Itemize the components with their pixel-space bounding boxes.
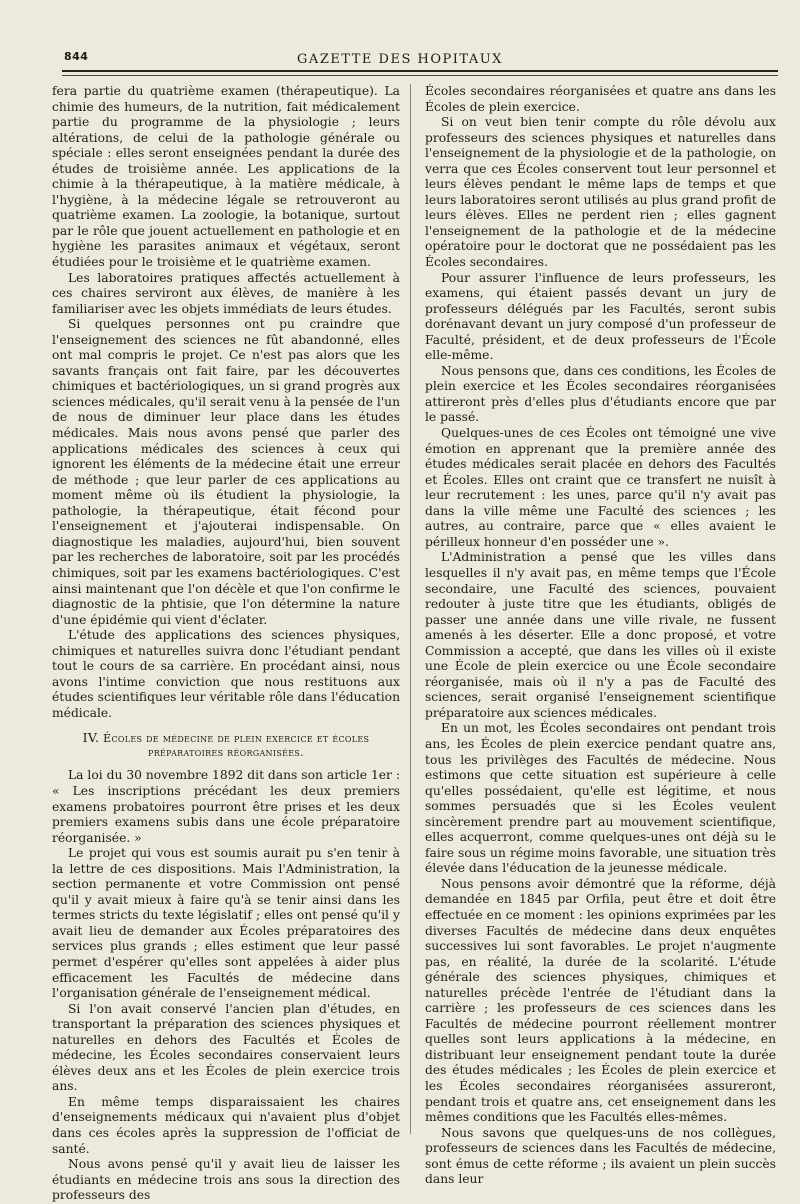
paragraph: Nous pensons avoir démontré que la réforme, déjà demandée en 1845 par Orfila, peut être et doit être effectuée en ce moment : les opinions exprimées par les diverses Facultés de médecine dans deux enquêtes successives lui sont favorables. Le projet n'augmente pas, en réalité, la durée de la scolarité. L'étude générale des sciences physiques, chimiques et naturelles précède l'entrée de l'étudiant dans la carrière ; les professeurs de ces sciences dans les Facultés de médecine pourront réellement montrer quelles sont leurs applications à la médecine, en distribuant leur enseignement pendant toute la durée des études médicales ; les Écoles de plein exercice et les Écoles secondaires réorganisées assureront, pendant trois et quatre ans, cet enseignement dans les mêmes conditions que les Facultés elles-mêmes. <box>425 876 776 1125</box>
paragraph: Si quelques personnes ont pu craindre que l'enseignement des sciences ne fût abandonné, elles ont mal compris le projet. Ce n'est pas alors que les savants français ont fait faire, par les découvertes chimiques et bactériologiques, un si grand progrès aux sciences médicales, qu'il serait venu à la pensée de l'un de nous de diminuer leur place dans les études médicales. Mais nous avons pensé que parler des applications médicales des sciences à ceux qui ignorent les éléments de la médecine était une erreur de méthode ; que leur parler de ces applications au moment même où ils étudient la physiologie, la pathologie, la thérapeutique, était fécond pour l'enseignement et j'ajouterai indispensable. On diagnostique les maladies, aujourd'hui, bien souvent par les recherches de laboratoire, soit par les procédés chimiques, soit par les examens bactériologiques. C'est ainsi maintenant que l'on décèle et que l'on confirme le diagnostic de la phtisie, que l'on détermine la nature d'une épidémie qui vient d'éclater. <box>52 317 400 627</box>
column-divider <box>410 84 411 1134</box>
paragraph: L'étude des applications des sciences physiques, chimiques et naturelles suivra donc l'étudiant pendant tout le cours de sa carrière. En procédant ainsi, nous avons l'intime conviction que nous restituons aux études scientifiques leur véritable rôle dans l'éducation médicale. <box>52 628 400 720</box>
paragraph: Nous pensons que, dans ces conditions, les Écoles de plein exercice et les Écoles secondaires réorganisées attireront près d'elles plus d'étudiants encore que par le passé. <box>425 363 776 425</box>
section-title-line2: préparatoires réorganisées. <box>148 746 304 760</box>
paragraph: Si on veut bien tenir compte du rôle dévolu aux professeurs des sciences physiques et naturelles dans l'enseignement de la physiologie et de la pathologie, on verra que ces Écoles conservent tout leur personnel et leurs élèves pendant le même laps de temps et que leurs laboratoires seront utilisés au plus grand profit de leurs élèves. Elles ne perdent rien ; elles gagnent l'enseignement de la pathologie et de la médecine opératoire pour le doctorat que ne possédaient pas les Écoles secondaires. <box>425 115 776 270</box>
paragraph: Les laboratoires pratiques affectés actuellement à ces chaires serviront aux élèves, de manière à les familiariser avec les objets immédiats de leurs études. <box>52 270 400 316</box>
paragraph: Le projet qui vous est soumis aurait pu s'en tenir à la lettre de ces dispositions. Mais l'Administration, la section permanente et votre Commission ont pensé qu'il y avait mieux à faire qu'à se tenir ainsi dans les termes stricts du texte législatif ; elles ont pensé qu'il y avait lieu de demander aux Écoles préparatoires des services plus grands ; elles estiment que leur passé permet d'espérer qu'elles sont appelées à aider plus efficacement les Facultés de médecine dans l'organisation générale de l'enseignement médical. <box>52 846 400 1001</box>
paragraph: Si l'on avait conservé l'ancien plan d'études, en transportant la préparation des sciences physiques et naturelles en dehors des Facultés et Écoles de médecine, les Écoles secondaires conservaient leurs élèves deux ans et les Écoles de plein exercice trois ans. <box>52 1001 400 1094</box>
paragraph: En un mot, les Écoles secondaires ont pendant trois ans, les Écoles de plein exercice pendant quatre ans, tous les privilèges des Facultés de médecine. Nous estimons que cette situation est supérieure à celle qu'elles possédaient, qu'elle est légitime, et nous sommes persuadés que si les Écoles veulent sincèrement prendre part au mouvement scientifique, elles acquerront, comme quelques-unes ont déjà su le faire sous un régime moins favorable, une situation très élevée dans l'éducation de la jeunesse médicale. <box>425 721 776 876</box>
paragraph: Écoles secondaires réorganisées et quatre ans dans les Écoles de plein exercice. <box>425 84 776 114</box>
paragraph: Nous avons pensé qu'il y avait lieu de laisser les étudiants en médecine trois ans sous la direction des professeurs des <box>52 1157 400 1203</box>
page-number: 844 <box>64 50 89 63</box>
paragraph: Nous savons que quelques-uns de nos collègues, professeurs de sciences dans les Facultés de médecine, sont émus de cette réforme ; ils avaient un plein succès dans leur <box>425 1125 776 1187</box>
section-numeral: IV. <box>82 730 100 746</box>
running-title: GAZETTE DES HOPITAUX <box>297 52 503 67</box>
paragraph: Quelques-unes de ces Écoles ont témoigné une vive émotion en apprenant que la première année des études médicales serait placée en dehors des Facultés et Écoles. Elles ont craint que ce transfert ne nuisît à leur recrutement : les unes, parce qu'il n'y avait pas dans la ville même une Faculté des sciences ; les autres, au contraire, parce que « elles avaient le périlleux honneur d'en posséder une ». <box>425 426 776 549</box>
paragraph: L'Administration a pensé que les villes dans lesquelles il n'y avait pas, en même temps que l'École secondaire, une Faculté des sciences, pouvaient redouter à juste titre que les étudiants, obligés de passer une année dans une ville rivale, ne fussent amenés à les déserter. Elle a donc proposé, et votre Commission a accepté, que dans les villes où il existe une École de plein exercice ou une École secondaire réorganisée, mais où il n'y a pas de Faculté des sciences, serait organisé l'enseignement scientifique préparatoire aux sciences médicales. <box>425 550 776 720</box>
section-title-line1: Écoles de médecine de plein exercice et écoles <box>103 732 370 746</box>
header-rule-thin <box>62 75 778 76</box>
paragraph: fera partie du quatrième examen (thérapeutique). La chimie des humeurs, de la nutrition, fait médicalement partie du programme de la physiologie ; leurs altérations, de celui de la pathologie générale ou spéciale : elles seront enseignées pendant la durée des études de troisième année. Les applications de la chimie à la thérapeutique, à la matière médicale, à l'hygiène, à la médecine légale se retrouveront au quatrième examen. La zoologie, la botanique, surtout par le rôle que jouent actuellement en pathologie et en hygiène les parasites animaux et végétaux, seront étudiées pour le troisième et le quatrième examen. <box>52 84 400 270</box>
paragraph: Pour assurer l'influence de leurs professeurs, les examens, qui étaient passés devant un jury de professeurs délégués par les Facultés, seront subis dorénavant devant un jury composé d'un professeur de Faculté, président, et de deux professeurs de l'École elle-même. <box>425 270 776 363</box>
right-column <box>425 84 776 1187</box>
section-heading <box>52 731 400 760</box>
left-column <box>52 84 400 1203</box>
paragraph: La loi du 30 novembre 1892 dit dans son article 1er : « Les inscriptions précédant les deux premiers examens probatoires pourront être prises et les deux premiers examens subis dans une école préparatoire réorganisée. » <box>52 768 400 845</box>
paragraph: En même temps disparaissaient les chaires d'enseignements médicaux qui n'avaient plus d'objet dans ces écoles après la suppression de l'officiat de santé. <box>52 1094 400 1156</box>
header-rule-thick <box>62 70 778 72</box>
